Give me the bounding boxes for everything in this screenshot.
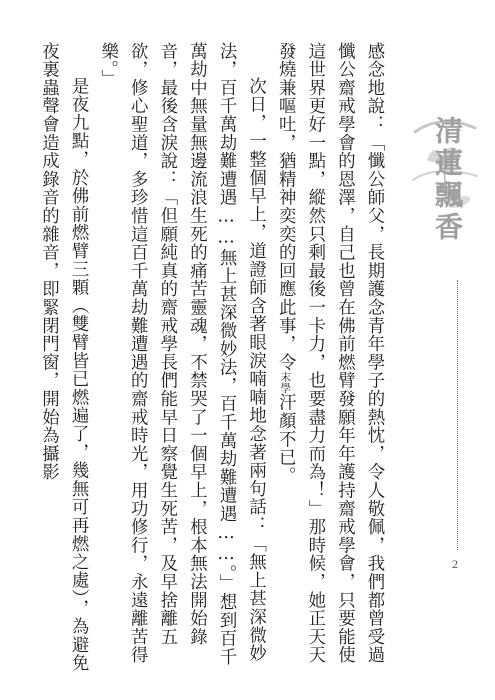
body-text — [38, 42, 388, 682]
book-title: 清蓮飄香 — [431, 116, 464, 244]
page-number: 2 — [452, 557, 458, 571]
book-title-decoration — [405, 110, 485, 280]
paragraph-1 — [270, 42, 388, 682]
paragraph-1-tail: 汗顏不已。 — [275, 393, 296, 485]
paragraph-1-main: 感念地說：「懺公師父，長期護念青年學子的熱忱，令人敬佩，我們都曾受過懺公齋戒學會的恩澤，自己也曾在佛前燃臂發願年年護持齋戒學會，只要能使這世界更好一點，縱然只剩最後一卡力，也要盡力而為！」那時候，她正天天發燒兼嘔吐，猶精神奕奕的回應此事，令 — [275, 42, 384, 665]
paragraph-2: 次日，一整個早上，道證師含著眼淚喃喃地念著兩句話：「無上甚深微妙法，百千萬劫難遭遇……無上甚深微妙法，百千萬劫難遭遇……。」想到百千萬劫中無量無邊流浪生死的痛苦靈魂，不禁哭了一個早上，根本無法開始錄音，最後含淚說：「但願純真的齋戒學長們能早日察覺生死苦，及早捨離五欲，修心聖道，多珍惜這百千萬劫難遭遇的齋戒時光，用功修行，永遠離苦得樂。」 — [97, 42, 266, 666]
humble-self-reference: 末學 — [279, 371, 292, 394]
paragraph-3: 是夜九點，於佛前燃臂三顆（雙臂皆已燃遍了，幾無可再燃之處），為避免夜裏蟲聲會造成錄音的雜音，即緊閉門窗，開始為攝影 — [38, 42, 89, 672]
margin-dotted-rule — [457, 280, 458, 550]
